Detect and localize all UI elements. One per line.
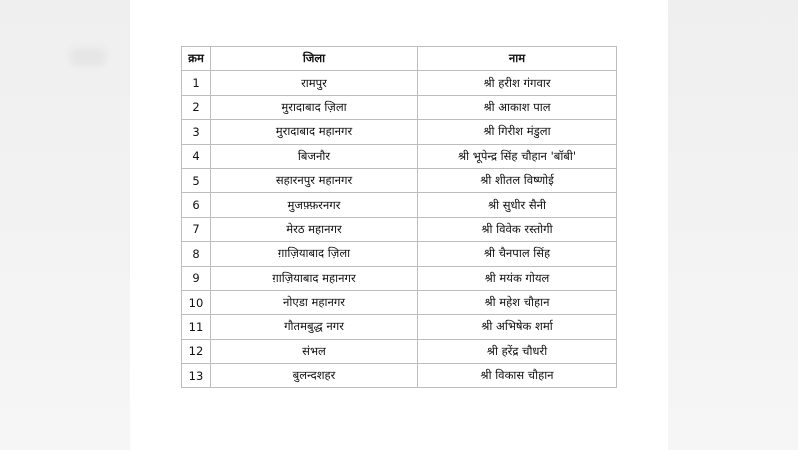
header-serial: क्रम xyxy=(182,47,211,71)
table-row xyxy=(182,168,617,192)
cell-name: श्री आकाश पाल xyxy=(418,95,617,119)
cell-district: मुरादाबाद ज़िला xyxy=(211,95,418,119)
cell-district: बिजनौर xyxy=(211,144,418,168)
cell-name: श्री विवेक रस्तोगी xyxy=(418,217,617,241)
cell-name: श्री विकास चौहान xyxy=(418,364,617,388)
cell-district: सहारनपुर महानगर xyxy=(211,168,418,192)
cell-serial: 8 xyxy=(182,242,211,266)
cell-serial: 4 xyxy=(182,144,211,168)
cell-name: श्री अभिषेक शर्मा xyxy=(418,315,617,339)
cell-district: रामपुर xyxy=(211,71,418,95)
cell-name: श्री हरेंद्र चौधरी xyxy=(418,339,617,363)
cell-serial: 13 xyxy=(182,364,211,388)
header-name: नाम xyxy=(418,47,617,71)
table-body xyxy=(182,71,617,388)
table-row xyxy=(182,95,617,119)
cell-name: श्री शीतल विष्णोई xyxy=(418,168,617,192)
cell-name: श्री भूपेन्द्र सिंह चौहान 'बॉबी' xyxy=(418,144,617,168)
cell-serial: 12 xyxy=(182,339,211,363)
cell-name: श्री सुधीर सैनी xyxy=(418,193,617,217)
cell-serial: 10 xyxy=(182,290,211,314)
cell-district: ग़ाज़ियाबाद ज़िला xyxy=(211,242,418,266)
cell-name: श्री हरीश गंगवार xyxy=(418,71,617,95)
cell-district: बुलन्दशहर xyxy=(211,364,418,388)
table-row xyxy=(182,315,617,339)
district-president-table xyxy=(181,46,617,388)
cell-district: मुजफ़्फ़रनगर xyxy=(211,193,418,217)
cell-district: मेरठ महानगर xyxy=(211,217,418,241)
table-row xyxy=(182,71,617,95)
table-row xyxy=(182,120,617,144)
cell-name: श्री मयंक गोयल xyxy=(418,266,617,290)
cell-serial: 7 xyxy=(182,217,211,241)
cell-serial: 1 xyxy=(182,71,211,95)
right-blurred-margin xyxy=(668,0,798,450)
cell-district: संभल xyxy=(211,339,418,363)
table-header-row xyxy=(182,47,617,71)
table-row xyxy=(182,193,617,217)
cell-serial: 11 xyxy=(182,315,211,339)
table-row xyxy=(182,242,617,266)
table-row xyxy=(182,290,617,314)
cell-serial: 9 xyxy=(182,266,211,290)
cell-serial: 5 xyxy=(182,168,211,192)
document-page xyxy=(130,0,668,450)
table-row xyxy=(182,217,617,241)
cell-district: ग़ाज़ियाबाद महानगर xyxy=(211,266,418,290)
cell-district: नोएडा महानगर xyxy=(211,290,418,314)
table-row xyxy=(182,364,617,388)
table-row xyxy=(182,266,617,290)
cell-serial: 2 xyxy=(182,95,211,119)
blurred-text-smudge xyxy=(70,48,106,66)
table-row xyxy=(182,144,617,168)
cell-name: श्री महेश चौहान xyxy=(418,290,617,314)
cell-district: मुरादाबाद महानगर xyxy=(211,120,418,144)
left-blurred-margin xyxy=(0,0,130,450)
cell-serial: 6 xyxy=(182,193,211,217)
cell-serial: 3 xyxy=(182,120,211,144)
cell-name: श्री चैनपाल सिंह xyxy=(418,242,617,266)
table-row xyxy=(182,339,617,363)
cell-name: श्री गिरीश मंडुला xyxy=(418,120,617,144)
header-district: जिला xyxy=(211,47,418,71)
cell-district: गौतमबुद्ध नगर xyxy=(211,315,418,339)
